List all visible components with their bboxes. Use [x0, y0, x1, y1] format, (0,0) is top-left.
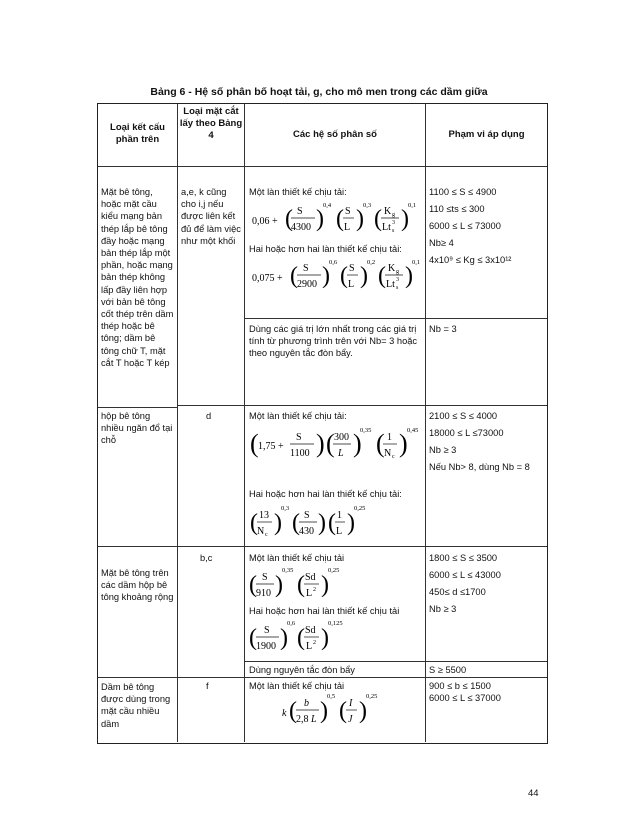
- svg-text:1: 1: [387, 432, 392, 443]
- svg-text:0,25: 0,25: [366, 693, 378, 700]
- svg-text:): ): [360, 263, 368, 289]
- svg-text:s: s: [396, 285, 399, 291]
- svg-text:0,1: 0,1: [408, 202, 417, 209]
- row2-two-lanes-label: Hai hoặc hơn hai làn thiết kế chịu tải:: [249, 489, 402, 499]
- svg-text:0,06 +: 0,06 +: [252, 216, 278, 227]
- svg-text:L: L: [348, 279, 355, 290]
- row4-one-lane-label: Một làn thiết kế chịu tải: [249, 681, 345, 691]
- row1-range-2: 110 ≤ts ≤ 300: [429, 204, 485, 214]
- row4-range-1: 900 ≤ b ≤ 1500: [429, 681, 491, 691]
- svg-text:0,4: 0,4: [323, 202, 332, 209]
- svg-text:Lt: Lt: [386, 279, 395, 290]
- svg-text:(: (: [339, 698, 347, 724]
- row1-range-1: 1100 ≤ S ≤ 4900: [429, 187, 497, 197]
- svg-text:Sd: Sd: [305, 625, 316, 636]
- distribution-factor-table: [97, 103, 548, 744]
- svg-text:0,6: 0,6: [329, 259, 338, 266]
- row3-alt-note: Dùng nguyên tắc đòn bẩy: [249, 665, 355, 675]
- svg-text:2900: 2900: [297, 279, 317, 290]
- row3-alt-range: S ≥ 5500: [429, 665, 467, 675]
- svg-text:): ): [399, 429, 408, 458]
- svg-text:(: (: [326, 429, 335, 458]
- svg-text:): ): [405, 263, 413, 289]
- svg-text:): ): [353, 429, 362, 458]
- row2-range-4: Nếu Nb> 8, dùng Nb = 8: [429, 462, 530, 472]
- row3-range-4: Nb ≥ 3: [429, 604, 457, 614]
- row1-one-lane-formula: [252, 198, 422, 238]
- page-number: 44: [528, 788, 539, 799]
- svg-text:): ): [316, 206, 324, 232]
- svg-text:2: 2: [313, 640, 316, 646]
- svg-text:S: S: [297, 206, 303, 217]
- svg-text:(: (: [285, 206, 293, 232]
- svg-text:L: L: [306, 641, 313, 652]
- svg-text:0,1: 0,1: [412, 259, 421, 266]
- row3-structure-type: Mặt bê tông trên các dầm hộp bê tông khoảng rộng: [101, 568, 174, 603]
- svg-text:(: (: [250, 510, 258, 536]
- svg-text:): ): [356, 206, 364, 232]
- svg-text:2,8: 2,8: [296, 714, 309, 725]
- svg-text:0,3: 0,3: [363, 202, 372, 209]
- svg-text:(: (: [290, 263, 298, 289]
- row1-range-5: 4x10⁹ ≤ Kg ≤ 3x10¹²: [429, 255, 512, 265]
- svg-text:4300: 4300: [291, 222, 311, 233]
- row1-structure-type: Mặt bê tông, hoặc mặt cầu kiểu mạng bản thép lắp bê tông đầy hoặc mạng bản thép lắp một phần, hoặc mạng bản thép không lấp đầy liên hợp với bản bê tông cốt thép trên dầm thép hoặc bê tông; dầm bê tông chữ T, mặt cắt T hoặc T kép: [101, 187, 174, 368]
- svg-text:0,35: 0,35: [360, 427, 372, 434]
- row1-two-lanes-formula: [252, 255, 422, 297]
- svg-text:3: 3: [392, 220, 395, 226]
- row3-one-lane-formula: [249, 564, 359, 604]
- svg-text:3: 3: [396, 277, 399, 283]
- header-distribution-factors: Các hệ số phân số: [293, 129, 377, 140]
- svg-text:0,35: 0,35: [282, 567, 294, 574]
- svg-text:): ): [359, 698, 367, 724]
- row3-two-lanes-formula: [249, 617, 359, 657]
- svg-text:(: (: [249, 625, 257, 651]
- svg-text:(: (: [297, 625, 305, 651]
- svg-text:Lt: Lt: [382, 222, 391, 233]
- svg-text:0,3: 0,3: [281, 505, 290, 512]
- svg-text:c: c: [392, 454, 395, 460]
- svg-text:1: 1: [337, 510, 342, 521]
- svg-text:S: S: [304, 510, 310, 521]
- row3-range-2: 6000 ≤ L ≤ 43000: [429, 570, 501, 580]
- row1-range-4: Nb≥ 4: [429, 238, 454, 248]
- row1-section-type: a,e, k cũng cho i,j nếu được liên kết đủ để làm việc như một khối: [181, 187, 241, 246]
- svg-text:): ): [275, 572, 283, 598]
- svg-text:N: N: [384, 448, 392, 459]
- row1-two-lanes-label: Hai hoặc hơn hai làn thiết kế chịu tải:: [249, 244, 402, 254]
- row3-two-lanes-label: Hai hoặc hơn hai làn thiết kế chịu tải: [249, 606, 400, 616]
- row2-two-lanes-formula: [250, 502, 380, 542]
- row3-one-lane-label: Một làn thiết kế chịu tải: [249, 553, 345, 563]
- svg-text:0,2: 0,2: [367, 259, 376, 266]
- svg-text:): ): [401, 206, 409, 232]
- svg-text:g: g: [392, 212, 395, 218]
- svg-text:(: (: [336, 206, 344, 232]
- svg-text:(: (: [292, 510, 300, 536]
- svg-text:1,75 +: 1,75 +: [258, 441, 284, 452]
- svg-text:(: (: [376, 429, 385, 458]
- svg-text:): ): [321, 572, 329, 598]
- svg-text:(: (: [340, 263, 348, 289]
- svg-text:(: (: [249, 572, 257, 598]
- table-title: Bảng 6 - Hệ số phân bố hoạt tải, g, cho mô men trong các dầm giữa: [150, 86, 488, 98]
- row2-range-1: 2100 ≤ S ≤ 4000: [429, 411, 498, 421]
- svg-text:b: b: [304, 698, 309, 709]
- svg-text:): ): [280, 625, 288, 651]
- row2-one-lane-formula: [250, 422, 420, 466]
- svg-text:K: K: [384, 206, 392, 217]
- svg-text:0,45: 0,45: [407, 427, 419, 434]
- svg-text:430: 430: [299, 526, 314, 537]
- svg-text:2: 2: [313, 587, 316, 593]
- row2-one-lane-label: Một làn thiết kế chịu tải:: [249, 411, 347, 421]
- header-structure-type: Loại kết cấu phần trên: [110, 122, 165, 146]
- row3-section-type: b,c: [200, 553, 213, 563]
- row1-alt-range: Nb = 3: [429, 324, 457, 334]
- header-application-range: Phạm vi áp dụng: [448, 129, 525, 140]
- svg-text:S: S: [345, 206, 351, 217]
- svg-text:(: (: [289, 698, 297, 724]
- svg-text:S: S: [264, 625, 270, 636]
- svg-text:910: 910: [256, 588, 271, 599]
- svg-text:J: J: [348, 714, 353, 725]
- svg-text:0,125: 0,125: [328, 620, 343, 627]
- svg-text:13: 13: [259, 510, 269, 521]
- svg-text:(: (: [328, 510, 336, 536]
- svg-text:0,075 +: 0,075 +: [252, 273, 283, 284]
- svg-text:S: S: [262, 572, 268, 583]
- row2-structure-type: hộp bê tông nhiều ngăn đổ tại chỗ: [101, 411, 173, 446]
- svg-text:N: N: [257, 526, 265, 537]
- svg-text:L: L: [311, 714, 317, 725]
- svg-text:L: L: [338, 448, 344, 459]
- row2-section-type: d: [206, 411, 212, 421]
- svg-text:0,25: 0,25: [354, 505, 366, 512]
- svg-text:): ): [316, 429, 325, 458]
- svg-text:): ): [320, 698, 328, 724]
- svg-text:0,25: 0,25: [328, 567, 340, 574]
- svg-text:): ): [322, 263, 330, 289]
- row3-range-1: 1800 ≤ S ≤ 3500: [429, 553, 498, 563]
- row4-section-type: f: [206, 681, 209, 691]
- svg-text:S: S: [296, 432, 302, 443]
- row1-one-lane-label: Một làn thiết kế chịu tải:: [249, 187, 347, 197]
- row1-alt-note: Dùng các giá trị lớn nhất trong các giá trị tính từ phương trình trên với Nb= 3 hoặc theo nguyên tắc đòn bẩy.: [249, 324, 418, 359]
- row2-range-3: Nb ≥ 3: [429, 445, 457, 455]
- row2-range-2: 18000 ≤ L ≤73000: [429, 428, 504, 438]
- svg-text:): ): [274, 510, 282, 536]
- svg-text:300: 300: [334, 432, 349, 443]
- svg-text:Sd: Sd: [305, 572, 316, 583]
- svg-text:): ): [347, 510, 355, 536]
- svg-text:k: k: [282, 708, 287, 719]
- svg-text:1100: 1100: [290, 448, 310, 459]
- svg-text:1900: 1900: [256, 641, 276, 652]
- svg-text:(: (: [297, 572, 305, 598]
- svg-text:S: S: [303, 263, 309, 274]
- svg-text:(: (: [378, 263, 386, 289]
- svg-text:L: L: [306, 588, 313, 599]
- svg-text:g: g: [396, 269, 399, 275]
- row3-range-3: 450≤ d ≤1700: [429, 587, 486, 597]
- row4-structure-type: Dầm bê tông được dùng trong mặt cầu nhiều dầm: [101, 682, 171, 729]
- row1-range-3: 6000 ≤ L ≤ 73000: [429, 221, 501, 231]
- svg-text:L: L: [336, 526, 343, 537]
- svg-text:(: (: [374, 206, 382, 232]
- svg-text:I: I: [349, 698, 353, 709]
- svg-text:L: L: [344, 222, 351, 233]
- svg-text:S: S: [349, 263, 355, 274]
- row4-one-lane-formula: [282, 690, 402, 730]
- svg-text:0,5: 0,5: [327, 693, 336, 700]
- svg-text:): ): [321, 625, 329, 651]
- svg-text:0,6: 0,6: [287, 620, 296, 627]
- svg-text:): ): [318, 510, 326, 536]
- header-section-type: Loại mặt cắt lấy theo Bảng 4: [179, 106, 243, 142]
- svg-text:s: s: [392, 228, 395, 234]
- svg-text:(: (: [250, 429, 259, 458]
- svg-text:c: c: [265, 532, 268, 538]
- svg-text:K: K: [388, 263, 396, 274]
- row4-range-2: 6000 ≤ L ≤ 37000: [429, 693, 501, 703]
